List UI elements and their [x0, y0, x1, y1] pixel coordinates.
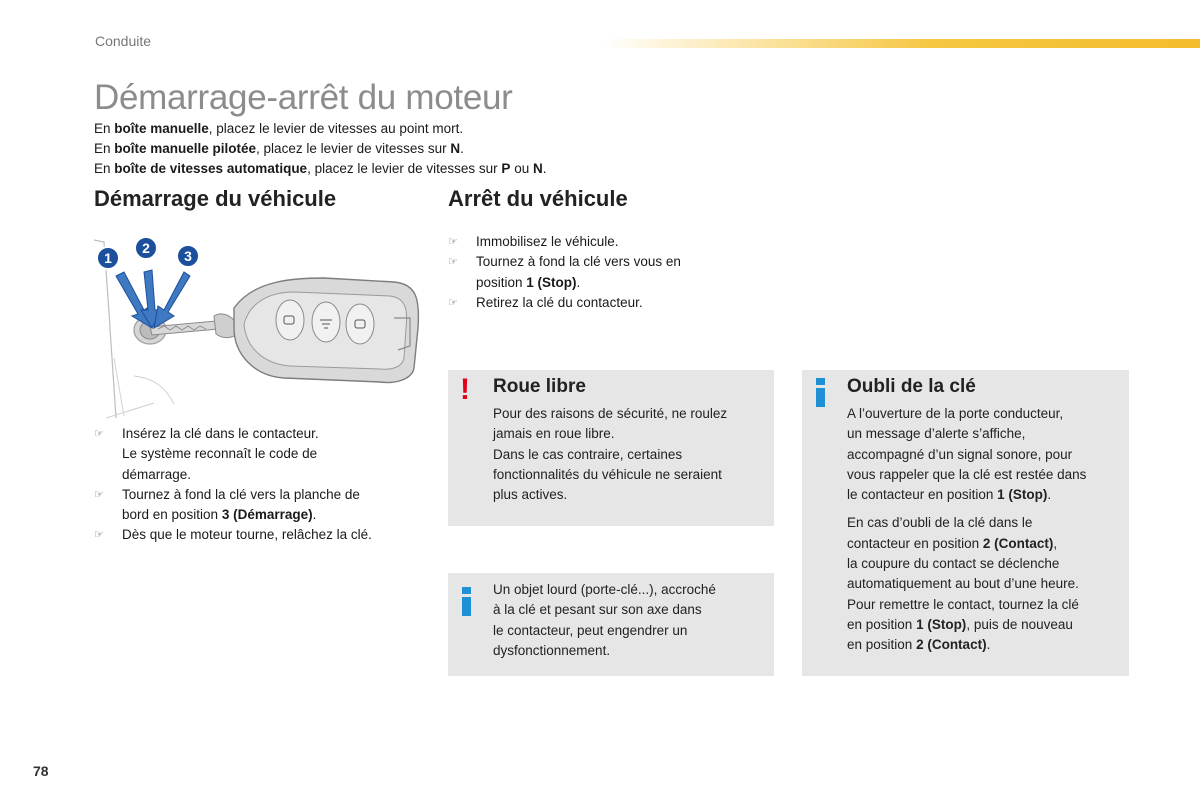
box-line: jamais en roue libre.: [493, 426, 615, 442]
box-line: le contacteur, peut engendrer un: [493, 622, 688, 638]
box-line: accompagné d’un signal sonore, pour: [847, 446, 1073, 462]
box-line: [847, 615, 1086, 635]
pointing-hand-icon: ☞: [448, 236, 458, 248]
bullet-text: position: [476, 274, 527, 290]
bullet-text: bord en position: [122, 507, 222, 523]
stop-steps-list: [448, 232, 748, 313]
pointing-hand-icon: ☞: [448, 296, 458, 309]
list-item: [448, 252, 748, 293]
info-icon: [462, 587, 471, 615]
key-ignition-illustration: [94, 228, 434, 420]
box-line: dysfonctionnement.: [493, 642, 611, 658]
intro-bold: boîte manuelle pilotée: [114, 141, 257, 156]
intro-text: .: [542, 161, 547, 176]
box-text-part: .: [986, 637, 991, 653]
bullet-text: Dès que le moteur tourne, relâchez la clé.: [122, 527, 372, 543]
list-item: [448, 232, 748, 252]
box-bold: 2 (Contact): [916, 637, 987, 653]
intro-text: En: [94, 161, 115, 176]
bullet-text: Retirez la clé du contacteur.: [476, 294, 643, 310]
start-steps-list: [94, 424, 414, 546]
box-line: fonctionnalités du véhicule ne seraient: [493, 466, 722, 482]
info-icon: [816, 378, 825, 406]
box-line: [847, 485, 1086, 505]
page-title: Démarrage-arrêt du moteur: [94, 78, 513, 117]
bullet-text: Le système reconnaît le code de: [122, 446, 318, 462]
box-text-part: le contacteur en position: [847, 487, 998, 503]
intro-text: .: [460, 141, 464, 156]
box-text: [847, 404, 1086, 656]
bullet-text: Immobilisez le véhicule.: [476, 234, 619, 249]
page-number: 78: [33, 763, 49, 779]
box-line: automatiquement au bout d’une heure.: [847, 576, 1079, 592]
step-number: 2: [142, 240, 150, 256]
box-bold: 1 (Stop): [997, 487, 1048, 503]
box-text: [493, 404, 727, 505]
bullet-bold: 1 (Stop): [526, 274, 577, 290]
intro-line: [94, 159, 546, 179]
box-text-part: .: [1047, 487, 1052, 503]
intro-bold: boîte manuelle: [114, 121, 209, 136]
info-box-oubli-cle: [802, 370, 1129, 676]
bullet-text: .: [312, 507, 317, 523]
list-item: [448, 293, 748, 313]
box-line: [847, 534, 1086, 554]
box-line: plus actives.: [493, 487, 568, 503]
intro-text: En: [94, 121, 115, 136]
box-line: vous rappeler que la clé est restée dans: [847, 466, 1087, 482]
box-text-part: en position: [847, 637, 917, 653]
box-text: [493, 580, 716, 661]
bullet-text: Insérez la clé dans le contacteur.: [122, 426, 319, 441]
step-badge-3: [177, 245, 199, 267]
list-item: [94, 485, 414, 526]
intro-bold: P: [501, 161, 511, 176]
bullet-text: démarrage.: [122, 466, 192, 482]
box-line: [847, 635, 1086, 655]
info-box-heavy-object: [448, 573, 774, 676]
intro-text: En: [94, 141, 115, 156]
intro-bold: N: [450, 141, 461, 156]
box-text-part: , puis de nouveau: [966, 616, 1073, 632]
intro-bold: N: [532, 161, 543, 176]
section-label: Conduite: [95, 33, 152, 49]
box-line: A l’ouverture de la porte conducteur,: [847, 406, 1064, 421]
step-number: 3: [184, 248, 192, 264]
list-item: [94, 424, 414, 485]
list-item: [94, 525, 414, 545]
pointing-hand-icon: ☞: [94, 488, 104, 501]
box-title: Oubli de la clé: [847, 376, 976, 397]
exclamation-icon: !: [460, 373, 470, 406]
bullet-text: Tournez à fond la clé vers vous en: [476, 254, 681, 270]
intro-paragraph: [94, 119, 546, 179]
box-title: Roue libre: [493, 376, 586, 397]
step-badge-2: [135, 237, 157, 259]
warning-box-roue-libre: [448, 370, 774, 526]
intro-text: , placez le levier de vitesses sur: [256, 141, 451, 156]
pointing-hand-icon: ☞: [94, 529, 104, 542]
box-line: Un objet lourd (porte-clé...), accroché: [493, 582, 716, 597]
box-line: un message d’alerte s’affiche,: [847, 426, 1026, 442]
box-bold: 2 (Contact): [982, 535, 1054, 551]
step-badge-1: [97, 247, 119, 269]
box-line: Pour remettre le contact, tournez la clé: [847, 596, 1079, 612]
box-line: Dans le cas contraire, certaines: [493, 446, 683, 462]
box-line: Pour des raisons de sécurité, ne roulez: [493, 406, 728, 421]
step-number: 1: [104, 250, 112, 266]
bullet-text: .: [576, 274, 581, 290]
intro-line: [94, 119, 546, 139]
intro-text: , placez le levier de vitesses au point mort.: [208, 121, 464, 136]
intro-bold: boîte de vitesses automatique: [114, 161, 308, 176]
heading-stop: Arrêt du véhicule: [448, 186, 628, 211]
box-text-part: contacteur en position: [847, 535, 983, 551]
bullet-bold: 3 (Démarrage): [221, 507, 313, 523]
box-line: à la clé et pesant sur son axe dans: [493, 602, 702, 618]
pointing-hand-icon: ☞: [448, 256, 458, 269]
intro-text: , placez le levier de vitesses sur: [307, 161, 502, 176]
box-line: la coupure du contact se déclenche: [847, 556, 1060, 572]
header-accent-bar: [600, 39, 1200, 48]
box-text-part: ,: [1053, 535, 1058, 551]
intro-text: ou: [510, 161, 533, 176]
box-line: En cas d’oubli de la clé dans le: [847, 515, 1033, 531]
box-text-part: en position: [847, 616, 917, 632]
pointing-hand-icon: ☞: [94, 428, 104, 440]
intro-line: [94, 139, 546, 159]
heading-start: Démarrage du véhicule: [94, 186, 337, 211]
box-bold: 1 (Stop): [916, 616, 967, 632]
bullet-text: Tournez à fond la clé vers la planche de: [122, 486, 360, 502]
